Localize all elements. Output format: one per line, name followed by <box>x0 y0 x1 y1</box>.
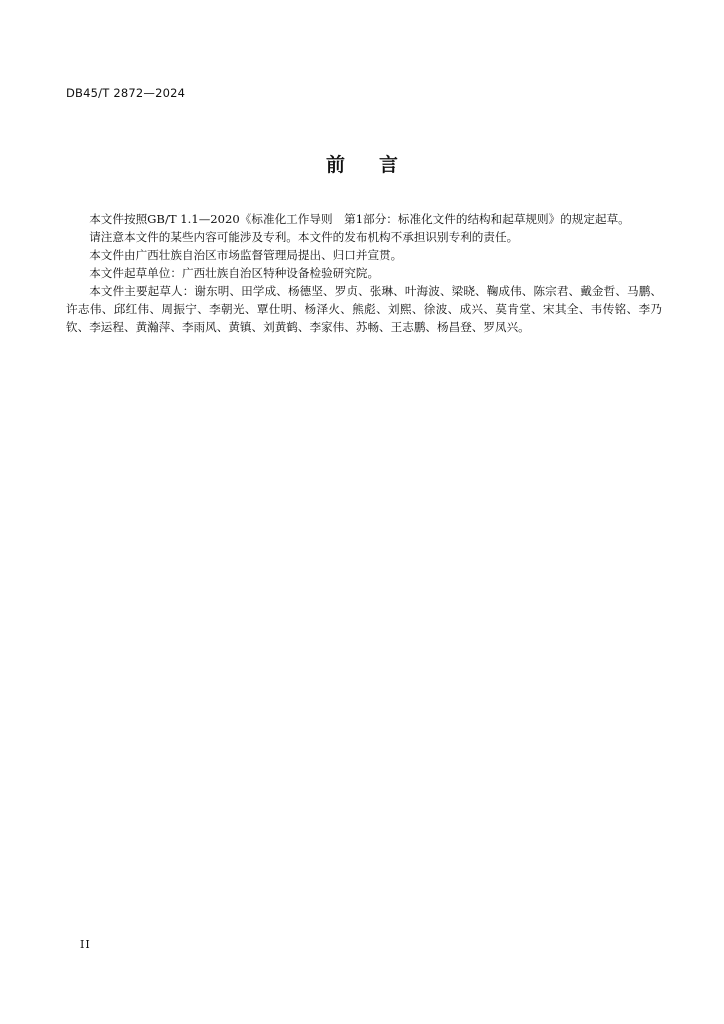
document-code: DB45/T 2872—2024 <box>66 86 186 100</box>
paragraph-drafters: 本文件主要起草人：谢东明、田学成、杨德坚、罗贞、张琳、叶海波、梁晓、鞠成伟、陈宗君、戴金哲、马鹏、许志伟、邱红伟、周振宁、李朝光、覃仕明、杨泽火、熊彪、刘熙、徐波、成兴、莫肯堂、宋其全、韦传铭、李乃钦、李运程、黄瀚萍、李雨风、黄镇、刘黄鹤、李家伟、苏畅、王志鹏、杨昌登、罗凤兴。 <box>66 284 662 334</box>
page-number: II <box>80 938 91 951</box>
paragraph-drafting-unit: 本文件起草单位：广西壮族自治区特种设备检验研究院。 <box>89 266 380 280</box>
paragraph-proposer: 本文件由广西壮族自治区市场监督管理局提出、归口并宣贯。 <box>89 248 403 262</box>
paragraph-drafting-rules: 本文件按照GB/T 1.1—2020《标准化工作导则 第1部分：标准化文件的结构和起草规则》的规定起草。 <box>89 212 630 226</box>
page-title: 前言 <box>325 154 432 176</box>
paragraph-patent-notice: 请注意本文件的某些内容可能涉及专利。本文件的发布机构不承担识别专利的责任。 <box>89 230 519 244</box>
foreword-body <box>66 210 662 336</box>
